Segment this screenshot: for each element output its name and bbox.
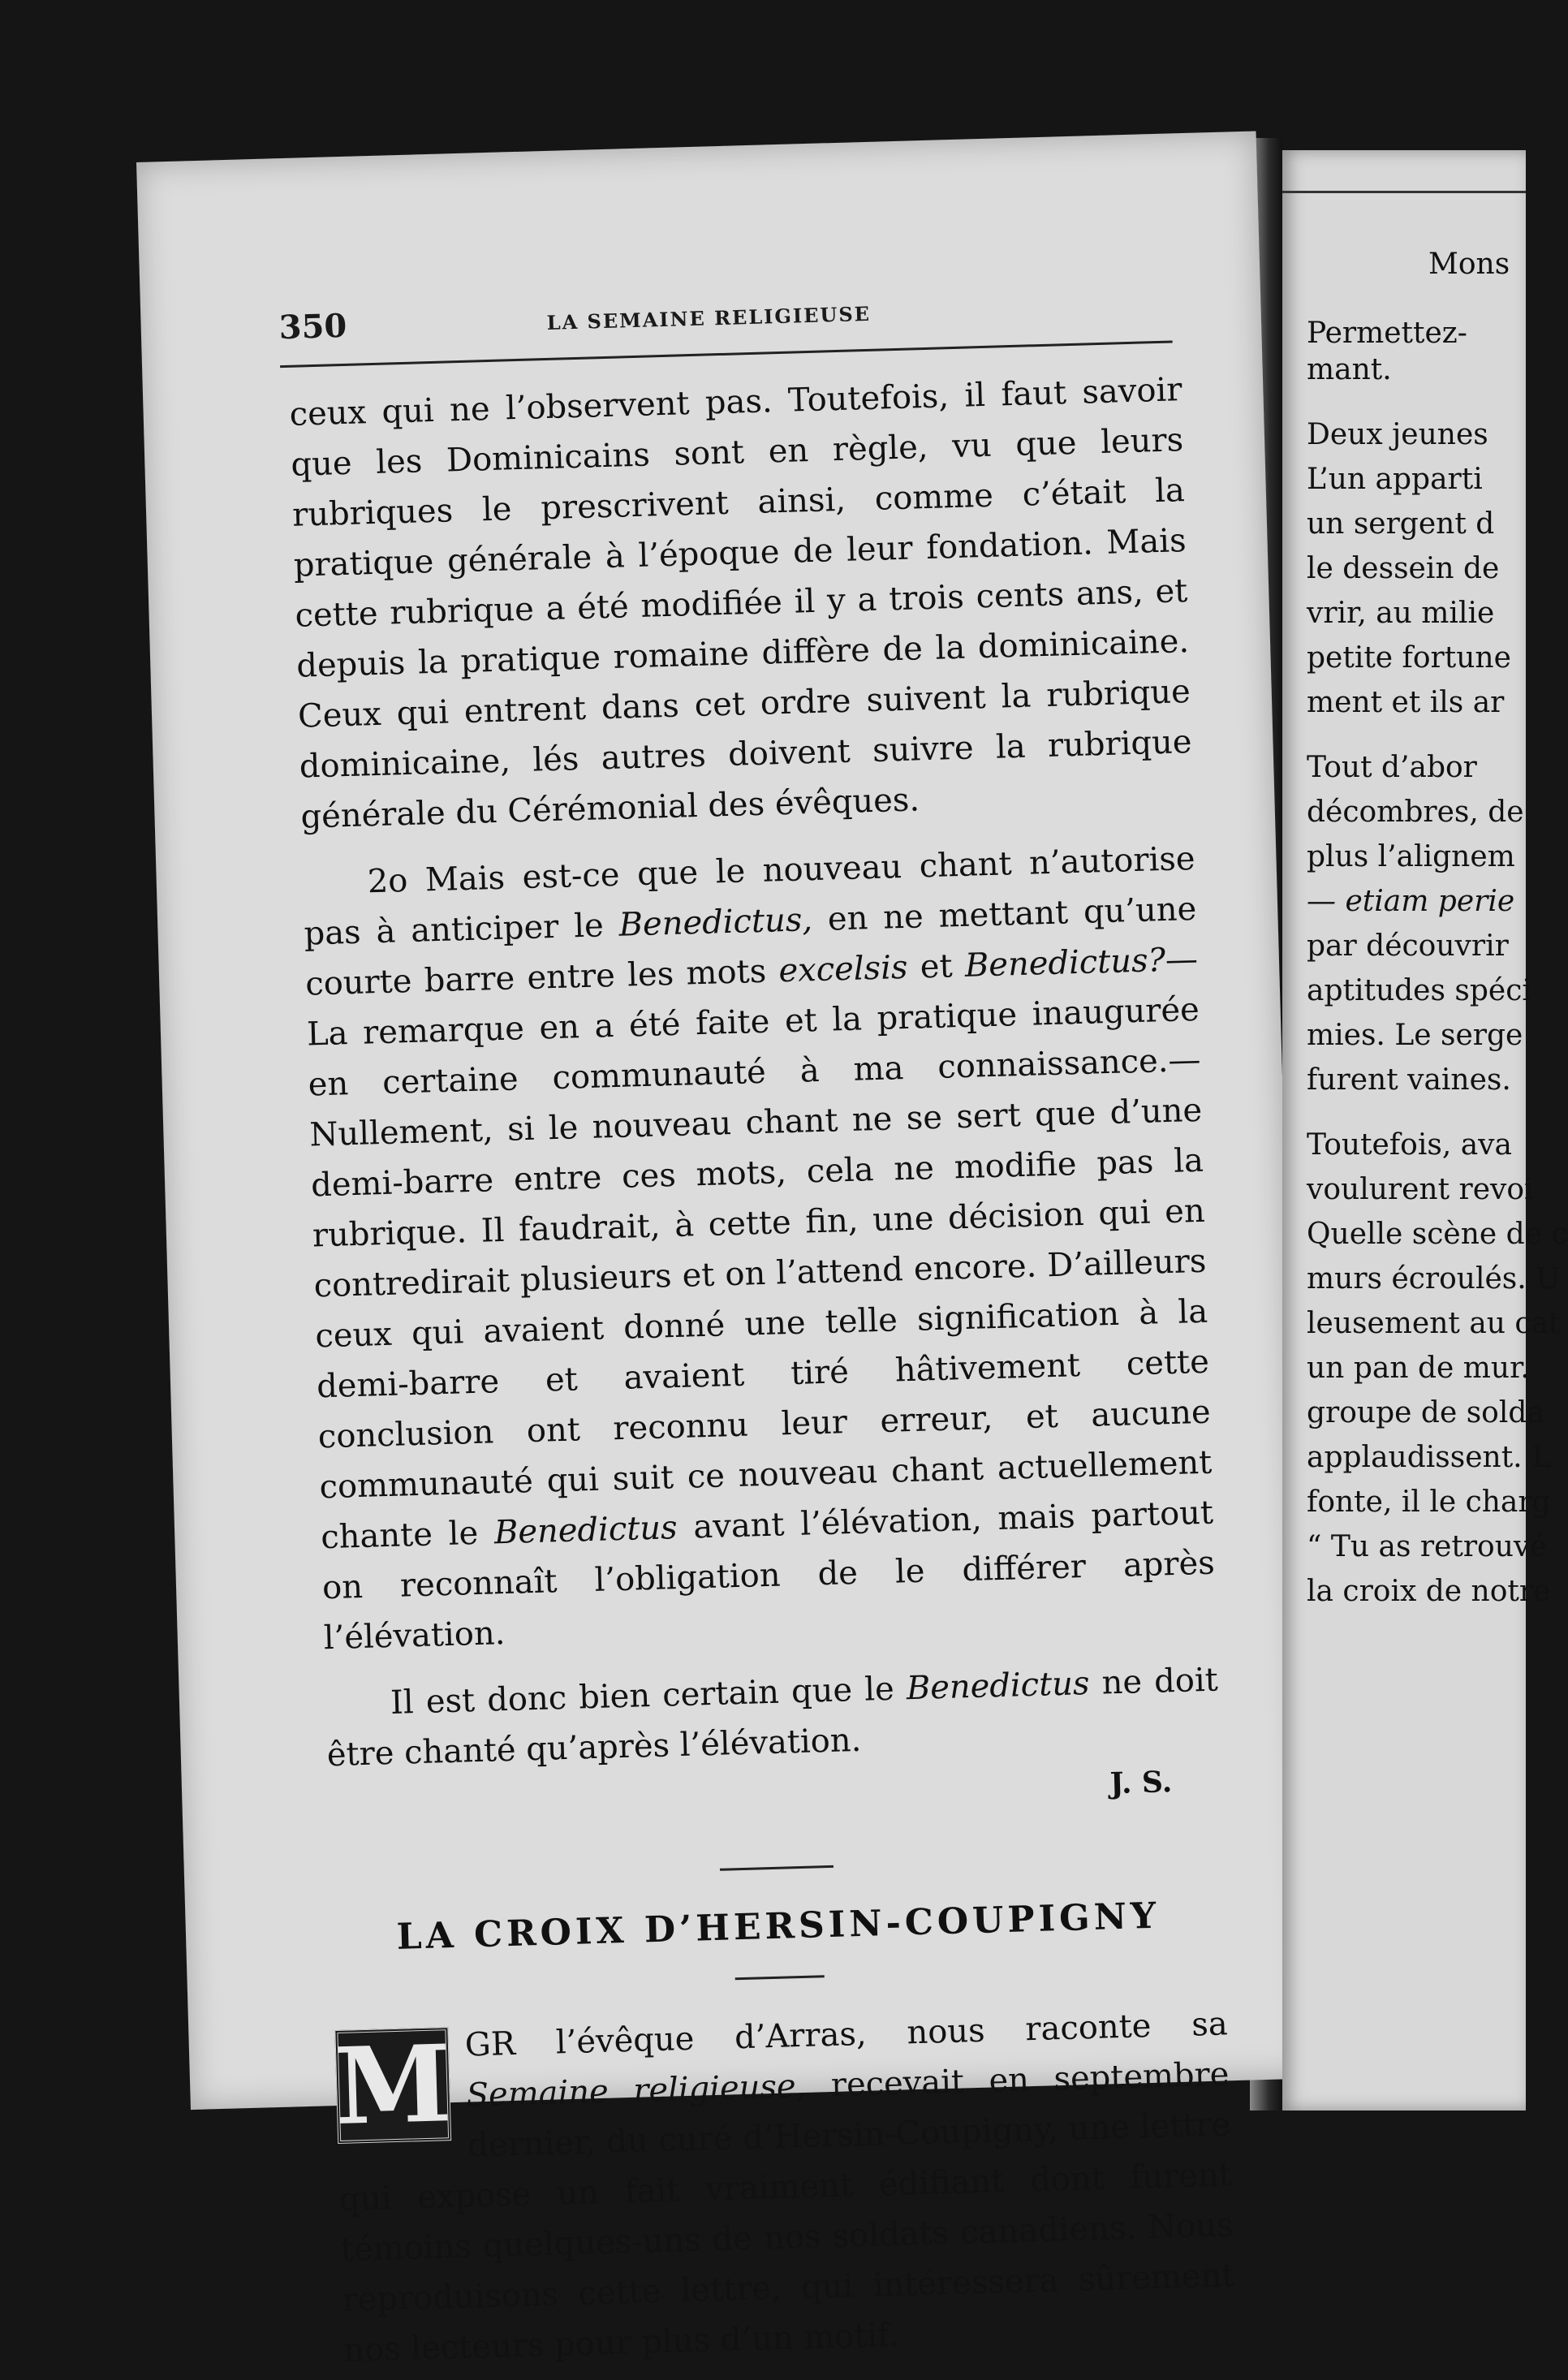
right-page	[1282, 150, 1568, 2111]
italic-run: Semaine religieuse,	[466, 2067, 807, 2115]
page-header	[278, 275, 1173, 368]
paragraph	[334, 1998, 1237, 2376]
italic-run: Benedictus,	[618, 901, 813, 944]
right-page-line: “ Tu as retrouvé	[1307, 1530, 1548, 1563]
right-page-line: murs écroulés. U	[1307, 1262, 1561, 1296]
right-page-line: applaudissent. L	[1307, 1441, 1551, 1474]
right-page-line: un sergent d	[1307, 507, 1495, 541]
right-page-line: groupe de solda	[1307, 1396, 1544, 1429]
text-run: GR l’évêque d’Arras, nous raconte sa	[464, 2005, 1229, 2064]
text-run: en ne mettant qu’une courte barre entre les mots	[304, 890, 1197, 1003]
right-page-line: leusement au cat	[1307, 1307, 1561, 1340]
right-page-line: voulurent revoi	[1307, 1173, 1534, 1206]
right-page-line: ment et ils ar	[1307, 686, 1505, 719]
text-run: ne doit être chanté qu’après l’élévation.	[326, 1661, 1219, 1774]
right-page-line: L’un apparti	[1307, 463, 1483, 496]
text-run: et	[907, 946, 966, 986]
right-page-line: le dessein de	[1307, 552, 1500, 585]
article-body	[289, 364, 1237, 2376]
right-page-line: aptitudes spéci	[1307, 974, 1531, 1007]
right-page-line: mant.	[1307, 353, 1392, 386]
italic-run: Benedictus	[493, 1509, 678, 1552]
right-page-line: vrir, au milie	[1307, 597, 1495, 630]
left-page	[136, 131, 1310, 2369]
right-page-line: Deux jeunes	[1307, 418, 1488, 451]
italic-run: Benedictus	[906, 1664, 1091, 1708]
drop-cap: M	[333, 2021, 454, 2149]
page-number: 350	[278, 306, 347, 347]
right-page-line: par découvrir	[1307, 929, 1509, 963]
right-page-line: furent vaines.	[1307, 1063, 1511, 1097]
text-run: —La remarque en a été faite et la pratique inaugurée en certaine communauté à ma connaissance.—Nullement, si le nouveau chant ne se sert que d’une demi-barre entre ces mots, cela ne modifie pas la rubrique. Il faudrait, à cette fin, une décision qui en contredirait plusieurs et on l’attend encore. D’ailleurs ceux qui avaient donné une telle signification à la demi-barre et avaient tiré hâtivement cette conclusion ont reconnu leur erreur, et aucune communauté qui suit ce nouveau chant actuellement chante le	[306, 940, 1213, 1557]
paragraph	[302, 834, 1217, 1663]
italic-run: excelsis	[778, 948, 909, 990]
right-page-line: Quelle scène de c	[1307, 1218, 1568, 1251]
right-page-line: la croix de notre	[1307, 1575, 1551, 1608]
author-signature: J. S.	[1109, 1765, 1173, 1801]
right-page-line: décombres, de	[1307, 795, 1524, 829]
paragraph: ceux qui ne l’observent pas. Toutefois, il faut savoir que les Dominicains sont en règle, vu que leurs rubriques le prescrivent ainsi, comme c’était la pratique générale à l’époque de leur fondation. Mais cette rubrique a été modifiée il y a trois cents ans, et depuis la pratique romaine diffère de la dominicaine. Ceux qui entrent dans cet ordre suivent la rubrique dominicaine, lés autres doivent suivre la rubrique générale du Cérémonial des évêques.	[289, 371, 1193, 836]
text-run: 2o Mais est-ce que le nouveau chant n’autorise pas à anticiper le	[303, 839, 1196, 953]
italic-run: Benedictus?	[964, 941, 1166, 985]
right-page-line: plus l’alignem	[1307, 840, 1515, 873]
separator-rule	[735, 1975, 825, 1980]
right-page-line: Mons	[1428, 248, 1510, 281]
article-intro	[334, 1998, 1237, 2376]
header-rule	[1282, 191, 1526, 193]
right-page-line: mies. Le serge	[1307, 1019, 1523, 1052]
text-run: avant l’élévation, mais partout on reconnaît l’obligation de le différer après l’élévation.	[321, 1494, 1216, 1658]
right-page-line: — etiam perie	[1307, 885, 1515, 918]
right-page-line: un pan de mur.	[1307, 1352, 1530, 1385]
right-page-line: Toutefois, ava	[1307, 1128, 1512, 1162]
text-run: recevait en septembre dernier, du curé d’Hersin-Coupigny, une lettre qui expose un fait vraiment édifiant dont furent témoins quelques-uns de nos soldats canadiens. Nous reproduisons cette lettre, qui intéressera sûrement nos lecteurs pour plus d’un motif.	[338, 2055, 1235, 2369]
right-page-line: Permettez-	[1307, 317, 1467, 350]
section-title: LA CROIX D’HERSIN-COUPIGNY	[395, 1895, 1161, 1958]
running-head: LA SEMAINE RELIGIEUSE	[546, 301, 872, 334]
text-run: Il est donc bien certain que le	[390, 1670, 907, 1722]
right-page-line: fonte, il le charg	[1307, 1485, 1551, 1519]
right-page-line: petite fortune	[1307, 641, 1511, 675]
separator-rule	[720, 1865, 834, 1871]
right-page-line: Tout d’abor	[1307, 751, 1477, 784]
